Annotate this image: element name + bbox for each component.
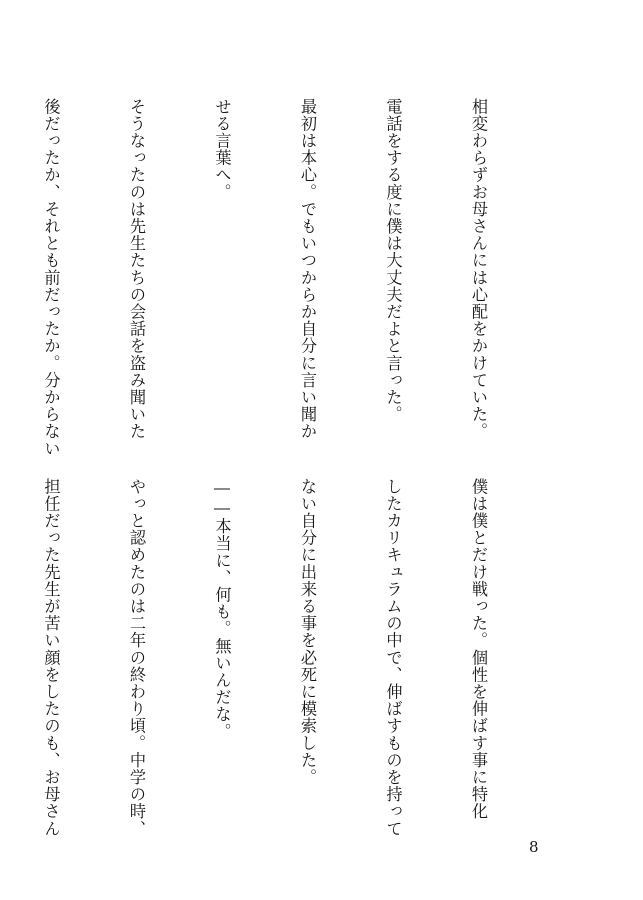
text-line: そうなったのは先生たちの会話を盗み聞いた (127, 98, 146, 440)
text-line: やっと認めたのは二年の終わり頃。中学の時、 (127, 478, 146, 838)
page-number: 8 (529, 838, 539, 856)
text-block-bottom (41, 478, 549, 838)
text-line: 電話をする度に僕は大丈夫だよと言った。 (383, 98, 403, 423)
text-line: したカリキュラムの中で、伸ばすものを持って (383, 478, 403, 838)
text-block-top (41, 98, 549, 458)
text-line: 担任だった先生が苦い顔をしたのも、お母さん (41, 478, 61, 838)
text-line: 最初は本心。でもいつからか自分に言い聞か (298, 98, 317, 440)
text-line: 後だったか、それとも前だったか。分からない (41, 98, 61, 458)
text-line: 相変わらずお母さんには心配をかけていた。 (469, 98, 488, 440)
text-line: ない自分に出来る事を必死に模索した。 (298, 478, 317, 786)
text-line: 僕は僕とだけ戦った。個性を伸ばす事に特化 (469, 478, 488, 820)
text-line: ――本当に、何も。無いんだな。 (212, 478, 232, 741)
text-line: せる言葉へ。 (212, 98, 232, 201)
